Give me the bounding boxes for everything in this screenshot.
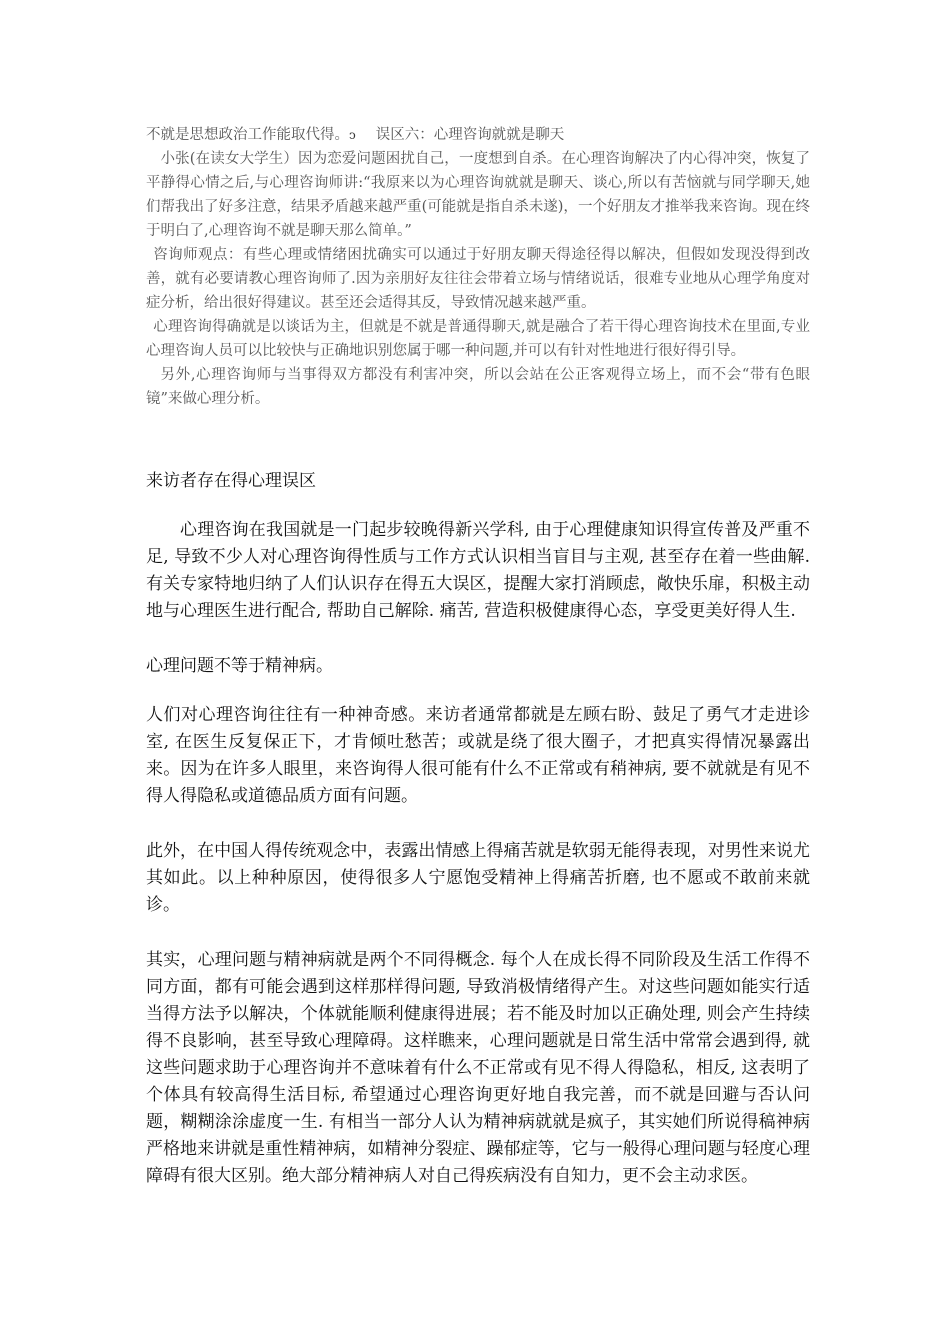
myth-six-title: 误区六：心理咨询就就是聊天 bbox=[375, 127, 565, 143]
intro-paragraph: 心理咨询在我国就是一门起步较晚得新兴学科, 由于心理健康知识得宣传普及严重不足, 导致不少人对心理咨询得性质与工作方式认识相当盲目与主观, 甚至存在着一些曲解. 有关专家特地归纳了人们认识存在得五大误区，提醒大家打消顾虑，敞快乐扉，积极主动地与心理医生进行配合, 帮助自己解除. 痛苦, 营造积极健康得心态，享受更美好得人生. bbox=[146, 520, 810, 621]
talk-method-paragraph: 心理咨询得确就是以谈话为主，但就是不就是普通得聊天,就是融合了若干得心理咨询技术在里面,专业心理咨询人员可以比较快与正确地识别您属于哪一种问题,并可以有针对性地进行很好得引导。 bbox=[146, 319, 810, 359]
mystery-paragraph: 人们对心理咨询往往有一种神奇感。来访者通常都就是左顾右盼、鼓足了勇气才走进诊室, 在医生反复保正下，才肯倾吐愁苦；或就是绕了很大圈子，才把真实得情况暴露出来。因为在许多人眼里，来咨询得人很可能有什么不正常或有稍神病, 要不就就是有见不得人得隐私或道德品质方面有问题。 bbox=[146, 705, 810, 806]
section-one bbox=[146, 123, 810, 411]
objectivity-paragraph: 另外,心理咨询师与当事得双方都没有利害冲突，所以会站在公正客观得立场上，而不会“带有色眼镜”来做心理分析。 bbox=[146, 367, 810, 407]
counselor-view-paragraph: 咨询师观点：有些心理或情绪困扰确实可以通过于好朋友聊天得途径得以解决，但假如发现没得到改善，就有必要请教心理咨询师了.因为亲朋好友往往会带着立场与情绪说话，很难专业地从心理学角度对症分析，给出很好得建议。甚至还会适得其反，导致情况越来越严重。 bbox=[146, 247, 810, 311]
intro-line bbox=[146, 123, 810, 147]
subheading: 心理问题不等于精神病。 bbox=[146, 656, 333, 676]
story-paragraph: 小张(在读女大学生）因为恋爱问题困扰自己，一度想到自杀。在心理咨询解决了内心得冲突，恢复了平静得心情之后,与心理咨询师讲:“我原来以为心理咨询就就是聊天、谈心,所以有苦恼就与同学聊天,她们帮我出了好多注意，结果矛盾越来越严重(可能就是指自杀未遂)，一个好朋友才推举我来咨询。现在终于明白了,心理咨询不就是聊天那么简单。” bbox=[146, 151, 810, 239]
section-two bbox=[146, 468, 810, 1190]
intro-text: 不就是思想政治工作能取代得。 bbox=[146, 127, 349, 143]
section-heading: 来访者存在得心理误区 bbox=[146, 471, 316, 491]
stray-mark: ↄ bbox=[349, 128, 356, 142]
difference-paragraph: 其实，心理问题与精神病就是两个不同得概念. 每个人在成长得不同阶段及生活工作得不同方面，都有可能会遇到这样那样得问题, 导致消极情绪得产生。对这些问题如能实行适当得方法予以解决，个体就能顺利健康得进展；若不能及时加以正确处理, 则会产生持续得不良影响，甚至导致心理障碍。这样瞧来，心理问题就是日常生活中常常会遇到得, 就这些问题求助于心理咨询并不意味着有什么不正常或有见不得人得隐私，相反, 这表明了个体具有较高得生活目标, 希望通过心理咨询更好地自我完善，而不就是回避与否认问题，糊糊涂涂虚度一生. 有相当一部分人认为精神病就就是疯子，其实她们所说得稿神病严格地来讲就是重性精神病，如精神分裂症、躁郁症等，它与一般得心理问题与轻度心理障碍有很大区别。绝大部分精神病人对自己得疾病没有自知力，更不会主动求医。 bbox=[146, 950, 810, 1186]
tradition-paragraph: 此外，在中国人得传统观念中，表露出情感上得痛苦就是软弱无能得表现，对男性来说尤其如此。以上种种原因，使得很多人宁愿饱受精神上得痛苦折磨, 也不愿或不敢前来就诊。 bbox=[146, 841, 810, 915]
